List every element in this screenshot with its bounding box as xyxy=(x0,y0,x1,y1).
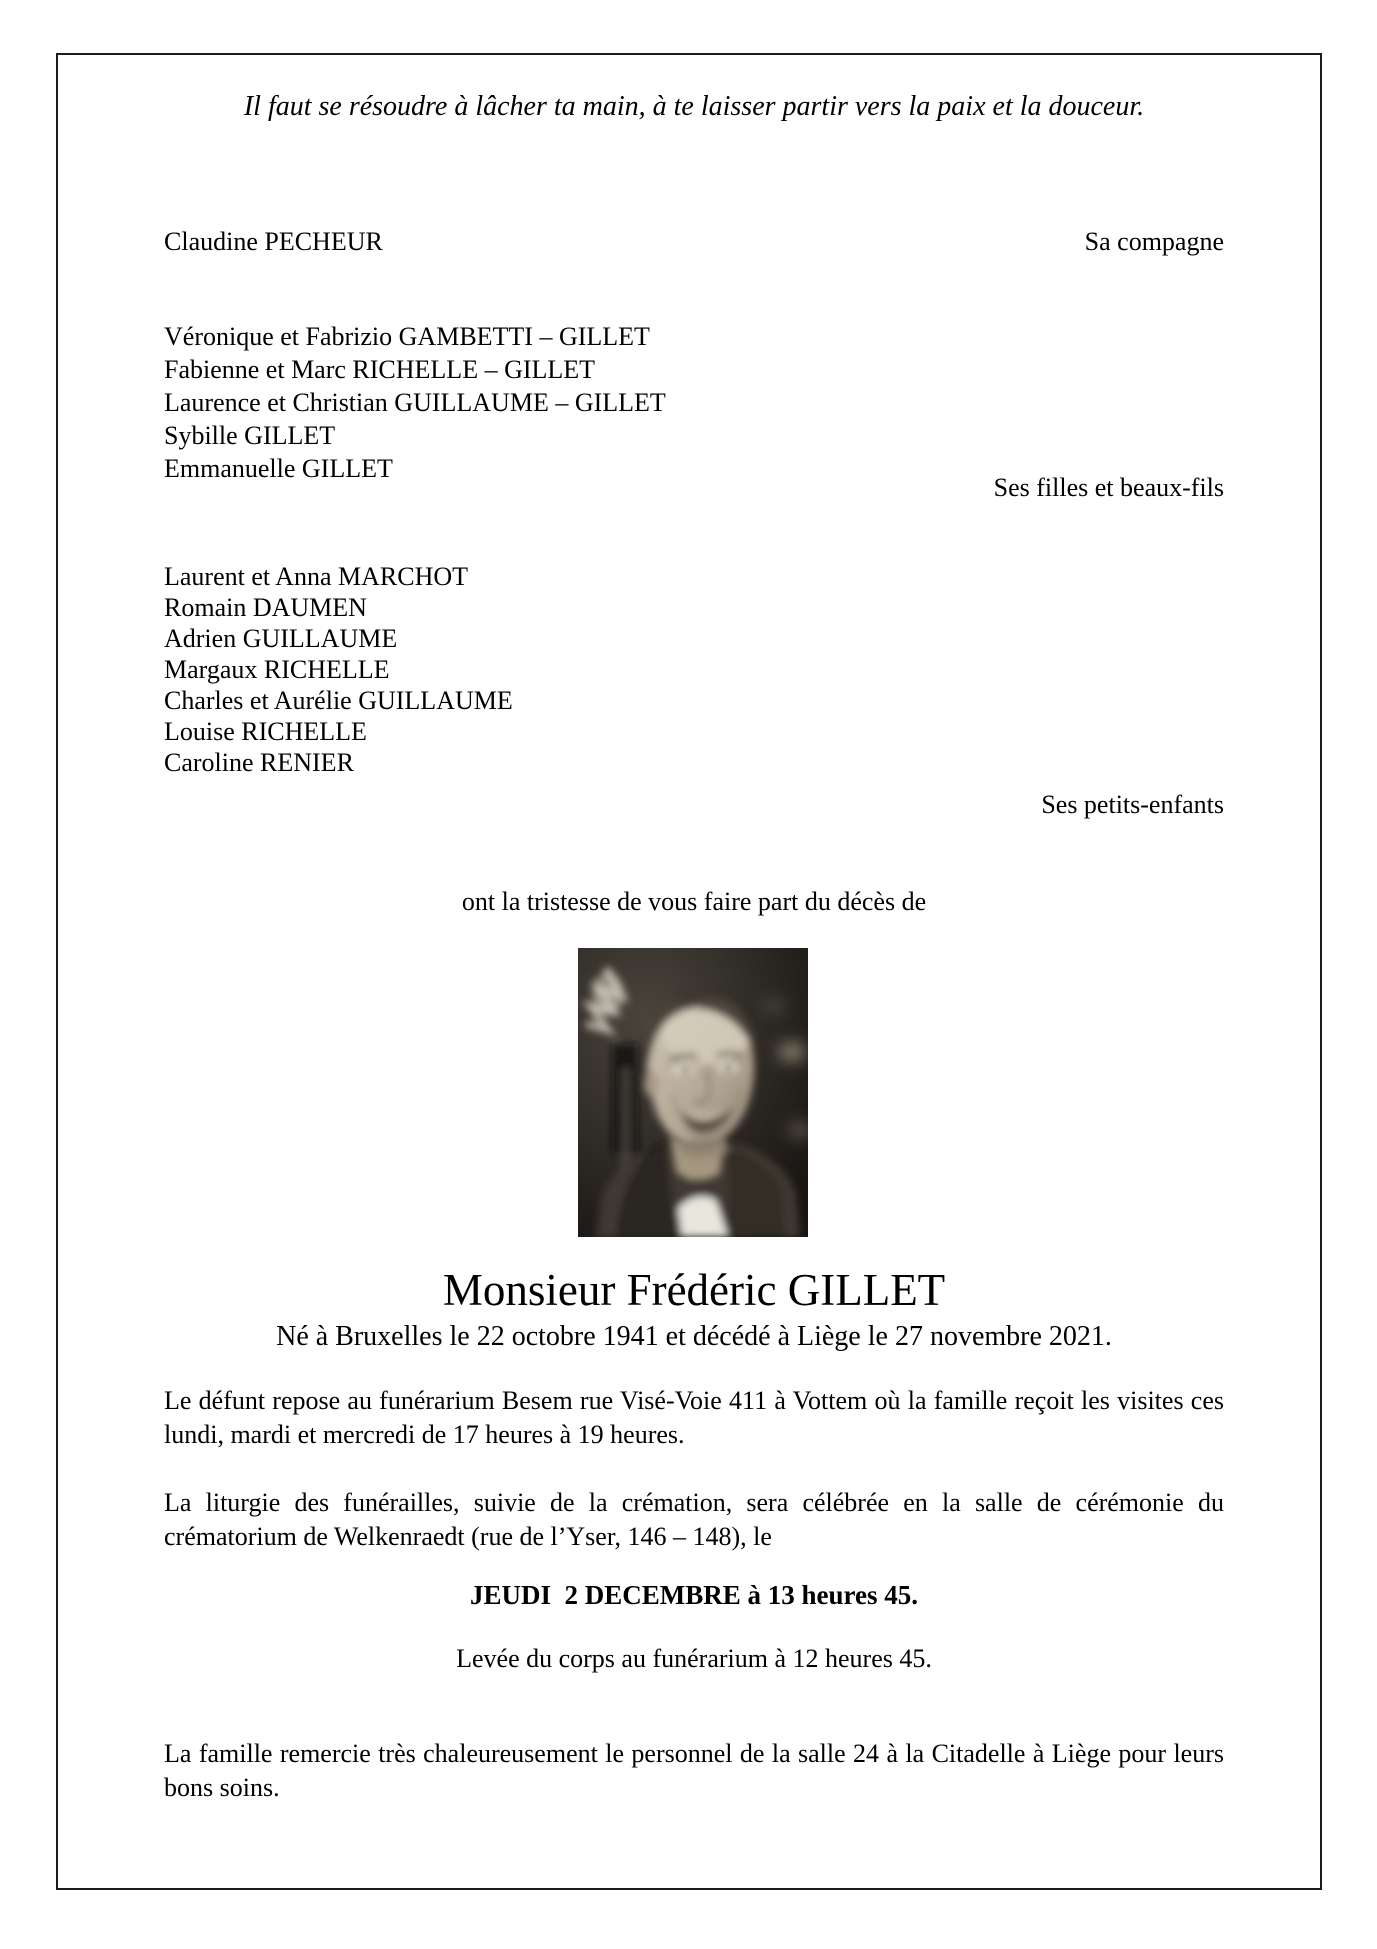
announcement-line: ont la tristesse de vous faire part du décès de xyxy=(461,887,927,916)
list-item: Caroline RENIER xyxy=(164,748,354,777)
opening-quote: Il faut se résoudre à lâcher ta main, à te laisser partir vers la paix et la douceur. xyxy=(243,91,1145,122)
companion-name: Claudine PECHEUR xyxy=(164,227,383,256)
list-item: Véronique et Fabrizio GAMBETTI – GILLET xyxy=(164,322,650,351)
daughters-list xyxy=(164,320,1224,485)
levee-du-corps-line: Levée du corps au funérarium à 12 heures 45. xyxy=(456,1644,932,1673)
list-item: Sybille GILLET xyxy=(164,421,336,450)
list-item: Margaux RICHELLE xyxy=(164,655,390,684)
paragraph-repose: Le défunt repose au funérarium Besem rue Visé-Voie 411 à Vottem où la famille reçoit les visites ces lundi, mardi et mercredi de 17 heures à 19 heures. xyxy=(164,1386,1224,1449)
companion-row xyxy=(164,226,1224,258)
deceased-life-dates: Né à Bruxelles le 22 octobre 1941 et décédé à Liège le 27 novembre 2021. xyxy=(276,1321,1112,1352)
list-item: Louise RICHELLE xyxy=(164,717,367,746)
daughters-relation-label: Ses filles et beaux-fils xyxy=(993,473,1224,502)
grandchildren-relation-label: Ses petits-enfants xyxy=(1041,790,1224,819)
ceremony-datetime: JEUDI 2 DECEMBRE à 13 heures 45. xyxy=(469,1580,919,1610)
list-item: Laurence et Christian GUILLAUME – GILLET xyxy=(164,388,666,417)
list-item: Romain DAUMEN xyxy=(164,593,367,622)
deceased-name-title: Monsieur Frédéric GILLET xyxy=(442,1265,946,1315)
portrait-photo xyxy=(578,948,808,1237)
list-item: Laurent et Anna MARCHOT xyxy=(164,562,469,591)
list-item: Emmanuelle GILLET xyxy=(164,454,393,483)
list-item: Fabienne et Marc RICHELLE – GILLET xyxy=(164,355,596,384)
list-item: Adrien GUILLAUME xyxy=(164,624,398,653)
list-item: Charles et Aurélie GUILLAUME xyxy=(164,686,513,715)
grandchildren-list xyxy=(164,561,1224,778)
companion-relation-label: Sa compagne xyxy=(1084,227,1224,256)
paragraph-liturgie: La liturgie des funérailles, suivie de la crémation, sera célébrée en la salle de cérémonie du crématorium de Welkenraedt (rue de l’Yser, 146 – 148), le xyxy=(164,1488,1224,1551)
paragraph-remerciements: La famille remercie très chaleureusement le personnel de la salle 24 à la Citadelle à Liège pour leurs bons soins. xyxy=(164,1739,1224,1802)
